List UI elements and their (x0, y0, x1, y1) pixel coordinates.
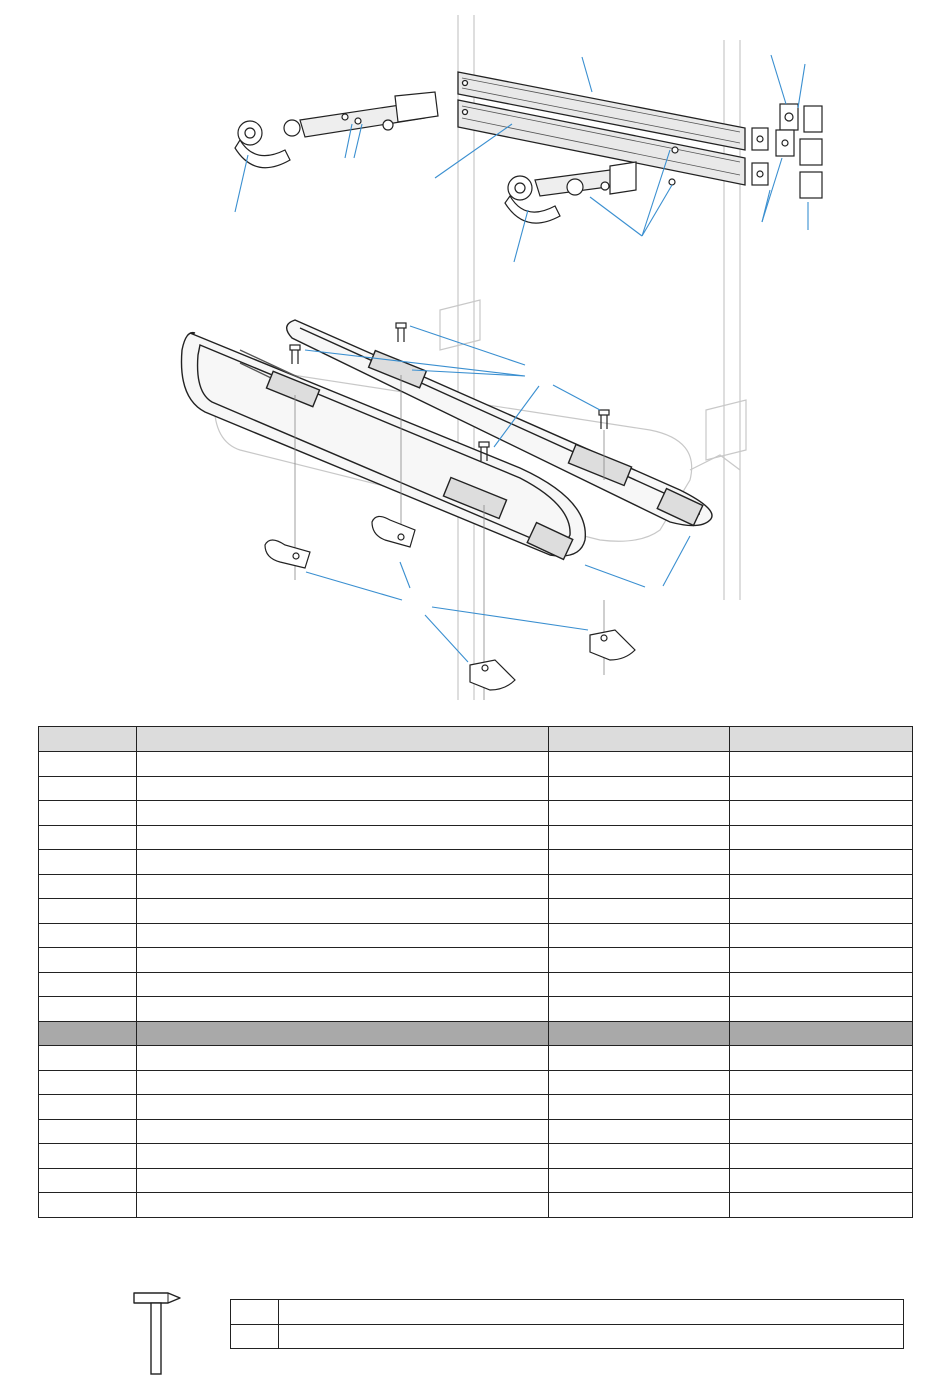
table-cell (549, 1168, 730, 1193)
table-cell (549, 1046, 730, 1071)
table-row (39, 801, 913, 826)
table-cell (730, 1095, 913, 1120)
table-cell (549, 1144, 730, 1169)
table-cell (549, 801, 730, 826)
table-cell (39, 1144, 137, 1169)
table-cell (730, 1193, 913, 1218)
table-cell (549, 1070, 730, 1095)
table-cell (231, 1300, 279, 1325)
header-cell (39, 727, 137, 752)
table-row (39, 1193, 913, 1218)
table-cell (549, 899, 730, 924)
section-cell (549, 1021, 730, 1046)
table-cell (39, 1095, 137, 1120)
upper-rail (458, 72, 745, 185)
header-cell (137, 727, 549, 752)
table-cell (39, 776, 137, 801)
table-cell (549, 825, 730, 850)
table-cell (730, 972, 913, 997)
table-row (39, 1070, 913, 1095)
table-cell (549, 948, 730, 973)
table-cell (137, 825, 549, 850)
table-cell (137, 1193, 549, 1218)
table-cell (39, 752, 137, 777)
table-cell (39, 1168, 137, 1193)
table-cell (137, 997, 549, 1022)
table-cell (137, 1070, 549, 1095)
rail-end-caps (752, 104, 822, 198)
table-cell (730, 1168, 913, 1193)
table-cell (39, 825, 137, 850)
table-cell (549, 874, 730, 899)
table-cell (549, 1119, 730, 1144)
table-row (231, 1324, 904, 1349)
table-cell (730, 874, 913, 899)
table-cell (730, 752, 913, 777)
table-cell (730, 825, 913, 850)
table-cell (730, 1119, 913, 1144)
table-cell (39, 1193, 137, 1218)
table-row (231, 1300, 904, 1325)
table-cell (549, 850, 730, 875)
table-cell (279, 1324, 904, 1349)
table-cell (730, 801, 913, 826)
table-cell (137, 1095, 549, 1120)
table-cell (730, 948, 913, 973)
table-cell (549, 752, 730, 777)
table-cell (549, 1095, 730, 1120)
table-cell (137, 923, 549, 948)
tools-table (230, 1299, 904, 1349)
table-row (39, 1144, 913, 1169)
table-cell (137, 850, 549, 875)
table-row (39, 850, 913, 875)
parts-table (38, 726, 913, 1218)
header-cell (730, 727, 913, 752)
table-cell (39, 948, 137, 973)
table-cell (549, 1193, 730, 1218)
table-row (39, 1168, 913, 1193)
table-cell (137, 801, 549, 826)
section-cell (137, 1021, 549, 1046)
table-cell (137, 972, 549, 997)
left-clamp-arm (235, 92, 438, 168)
table-cell (730, 1144, 913, 1169)
table-row (39, 776, 913, 801)
table-cell (279, 1300, 904, 1325)
table-cell (137, 874, 549, 899)
table-cell (39, 1046, 137, 1071)
table-cell (137, 1168, 549, 1193)
table-row (39, 1119, 913, 1144)
table-cell (730, 923, 913, 948)
table-cell (730, 997, 913, 1022)
table-cell (39, 923, 137, 948)
table-cell (137, 1046, 549, 1071)
table-cell (137, 1119, 549, 1144)
table-cell (730, 1046, 913, 1071)
table-cell (137, 948, 549, 973)
table-cell (39, 874, 137, 899)
section-header-row (39, 1021, 913, 1046)
parts-table-header (39, 727, 913, 752)
section-cell (39, 1021, 137, 1046)
table-cell (39, 801, 137, 826)
table-row (39, 1046, 913, 1071)
section-cell (730, 1021, 913, 1046)
table-cell (730, 776, 913, 801)
table-cell (39, 899, 137, 924)
table-cell (39, 1070, 137, 1095)
table-cell (137, 1144, 549, 1169)
table-cell (231, 1324, 279, 1349)
table-cell (137, 776, 549, 801)
table-row (39, 825, 913, 850)
table-row (39, 923, 913, 948)
table-cell (137, 899, 549, 924)
table-cell (39, 997, 137, 1022)
table-row (39, 1095, 913, 1120)
table-cell (549, 923, 730, 948)
table-row (39, 948, 913, 973)
table-cell (730, 850, 913, 875)
hammer-icon (128, 1286, 188, 1378)
table-cell (730, 899, 913, 924)
table-row (39, 972, 913, 997)
table-cell (549, 972, 730, 997)
table-row (39, 899, 913, 924)
table-cell (39, 850, 137, 875)
table-cell (137, 752, 549, 777)
header-cell (549, 727, 730, 752)
table-cell (730, 1070, 913, 1095)
table-row (39, 874, 913, 899)
table-cell (39, 972, 137, 997)
table-cell (549, 997, 730, 1022)
table-row (39, 752, 913, 777)
table-row (39, 997, 913, 1022)
table-cell (39, 1119, 137, 1144)
table-cell (549, 776, 730, 801)
